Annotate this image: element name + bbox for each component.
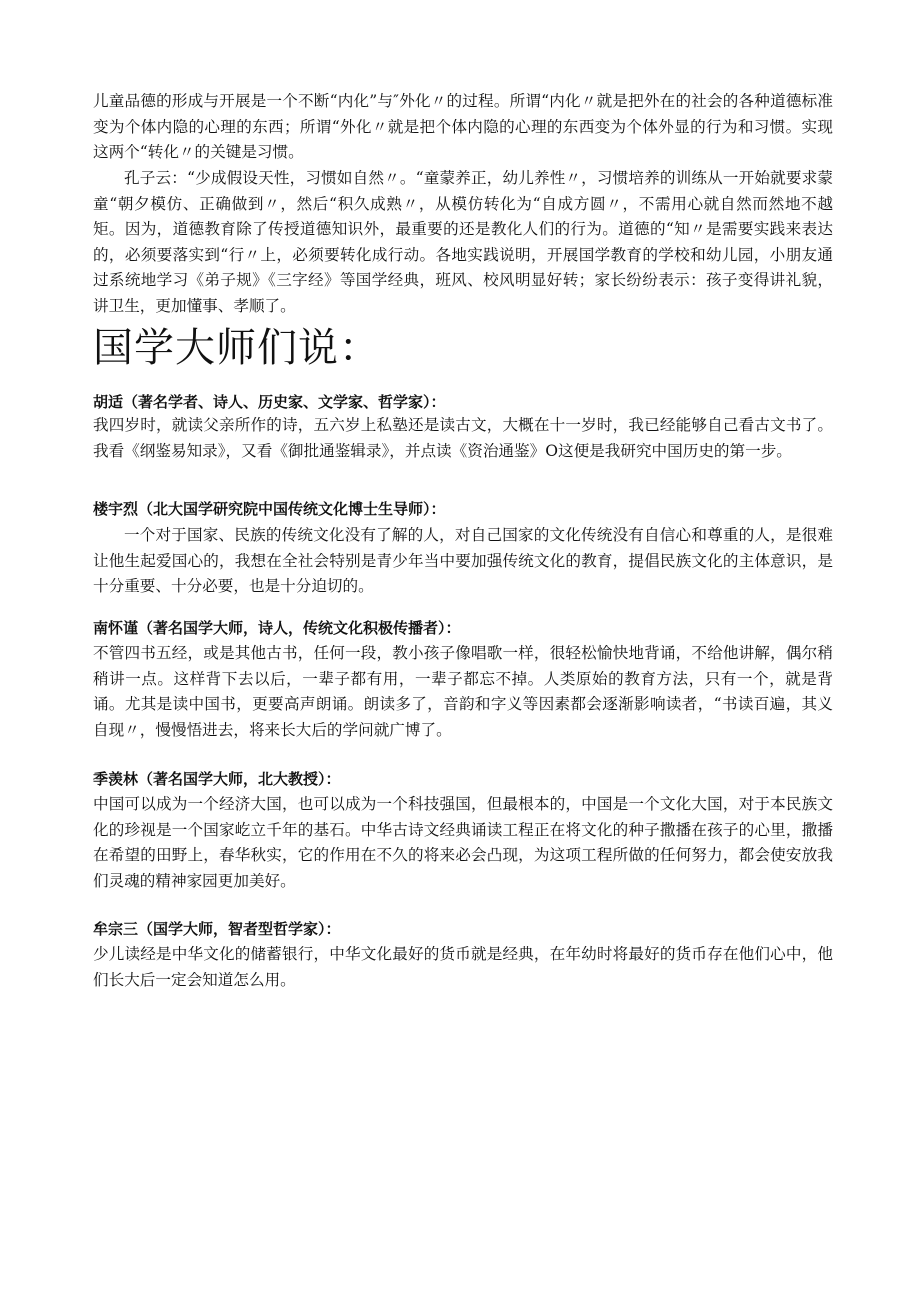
quote-speaker-ji-xianlin: 季羡林（著名国学大师，北大教授）： (93, 770, 341, 788)
intro-paragraph-1: 儿童品德的形成与开展是一个不断“内化”与″外化〃的过程。所谓“内化〃就是把外在的社会的各种道德标准变为个体内隐的心理的东西；所谓“外化〃就是把个体内隐的心理的东西变为个体外显的行为和习惯。实现这两个“转化〃的关键是习惯。 (93, 92, 833, 162)
quote-text-mou-zongsan: 少儿读经是中华文化的储蓄银行，中华文化最好的货币就是经典，在年幼时将最好的货币存在他们心中，他们长大后一定会知道怎么用。 (93, 945, 833, 989)
intro-paragraph-2: 孔子云：“少成假设天性，习惯如自然〃。“童蒙养正，幼儿养性〃，习惯培养的训练从一开始就要求蒙童“朝夕模仿、正确做到〃，然后“积久成熟〃，从模仿转化为“自成方圆〃，不需用心就自然而然地不越矩。因为，道德教育除了传授道德知识外，最重要的还是教化人们的行为。道德的“知〃是需要实践来表达的，必须要落实到“行〃上，必须要转化成行动。各地实践说明，开展国学教育的学校和幼儿园，小朋友通过系统地学习《弟子规》《三字经》等国学经典，班风、校风明显好转；家长纷纷表示：孩子变得讲礼貌，讲卫生，更加懂事、孝顺了。 (93, 169, 833, 315)
section-title: 国学大师们说： (93, 325, 380, 371)
quote-text-ji-xianlin: 中国可以成为一个经济大国，也可以成为一个科技强国，但最根本的，中国是一个文化大国，对于本民族文化的珍视是一个国家屹立千年的基石。中华古诗文经典诵读工程正在将文化的种子撒播在孩子的心里，撒播在希望的田野上，春华秋实，它的作用在不久的将来必会凸现，为这项工程所做的任何努力，都会使安放我们灵魂的精神家园更加美好。 (93, 795, 833, 890)
quote-speaker-lou-yulie: 楼宇烈（北大国学研究院中国传统文化博士生导师）： (93, 500, 446, 518)
quote-speaker-nan-huaijin: 南怀谨（著名国学大师，诗人，传统文化积极传播者）： (93, 619, 461, 637)
quote-text-lou-yulie: 一个对于国家、民族的传统文化没有了解的人，对自己国家的文化传统没有自信心和尊重的人，是很难让他生起爱国心的，我想在全社会特别是青少年当中要加强传统文化的教育，提倡民族文化的主体意识，是十分重要、十分必要，也是十分迫切的。 (93, 526, 833, 596)
quote-speaker-mou-zongsan: 牟宗三（国学大师，智者型哲学家）： (93, 920, 341, 938)
quote-text-nan-huaijin: 不管四书五经，或是其他古书，任何一段，教小孩子像唱歌一样，很轻松愉快地背诵，不给他讲解，偶尔稍稍讲一点。这样背下去以后，一辈子都有用，一辈子都忘不掉。人类原始的教育方法，只有一个，就是背诵。尤其是读中国书，更要高声朗诵。朗读多了，音韵和字义等因素都会逐渐影响读者，“书读百遍，其义自现〃，慢慢悟进去，将来长大后的学问就广博了。 (93, 644, 833, 739)
quote-text-hu-shi: 我四岁时，就读父亲所作的诗，五六岁上私塾还是读古文，大概在十一岁时，我已经能够自己看古文书了。我看《纲鉴易知录》，又看《御批通鉴辑录》，并点读《资治通鉴》O这便是我研究中国历史的第一步。 (93, 416, 833, 460)
quote-speaker-hu-shi: 胡适（著名学者、诗人、历史家、文学家、哲学家）： (93, 393, 446, 411)
